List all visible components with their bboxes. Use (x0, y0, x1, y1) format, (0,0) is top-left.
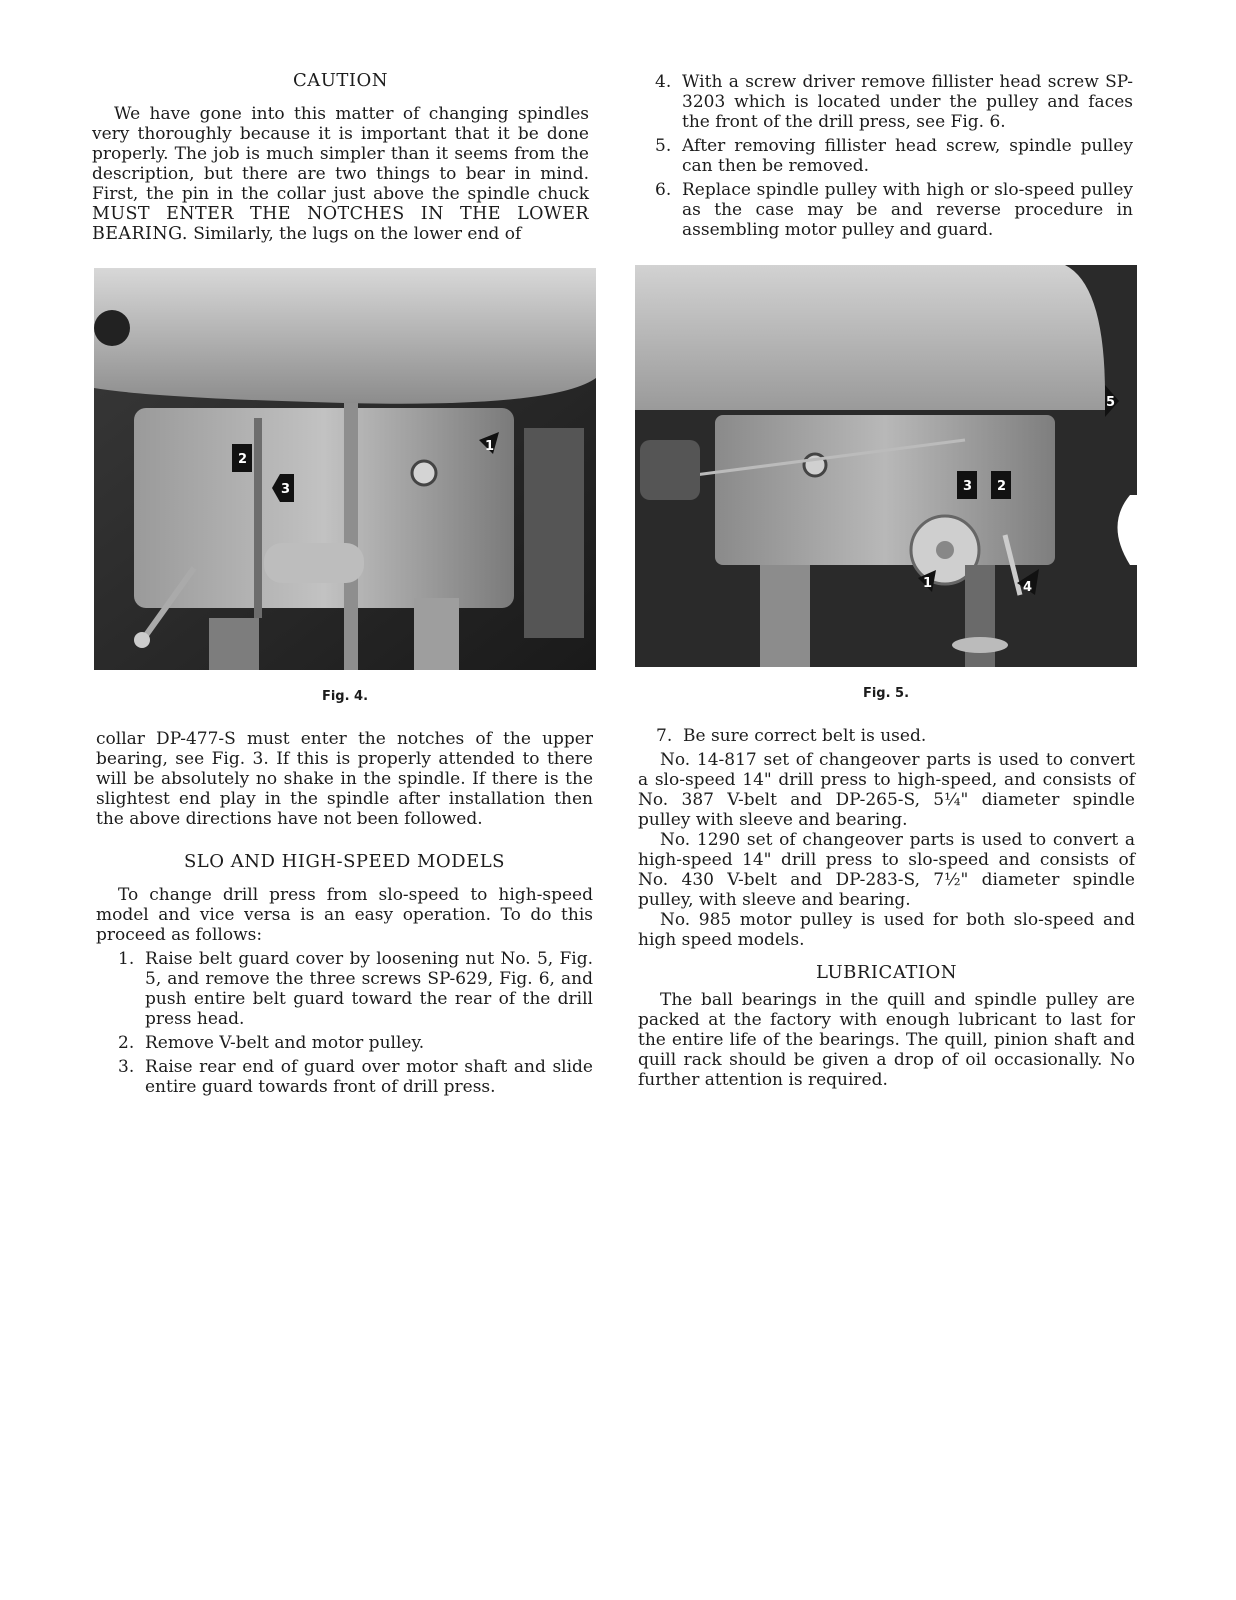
svg-text:1: 1 (485, 439, 495, 454)
step-3: 3. Raise rear end of guard over motor shaft and slide entire guard towards front of drill press. (118, 1057, 593, 1097)
caution-section (92, 70, 589, 244)
steps-list-left (118, 949, 593, 1097)
step-5: 5. After removing fillister head screw, spindle pulley can then be removed. (655, 136, 1133, 176)
steps-list-right (655, 72, 1133, 240)
step-6: 6. Replace spindle pulley with high or slo-speed pulley as the case may be and reverse procedure in assembling motor pulley and guard. (655, 180, 1133, 240)
step-2: 2. Remove V-belt and motor pulley. (118, 1033, 425, 1053)
caution-heading: CAUTION (292, 70, 389, 91)
motor-pulley-985: No. 985 motor pulley is used for both slo-speed and high speed models. (638, 910, 1135, 950)
step-7-list (656, 726, 1135, 746)
step-4: 4. With a screw driver remove fillister head screw SP-3203 which is located under the pulley and faces the front of the drill press, see Fig. 6. (655, 72, 1133, 132)
caution-paragraph (92, 104, 589, 244)
changeover-14817: No. 14-817 set of changeover parts is used to convert a slo-speed 14" drill press to high-speed, and consists of No. 387 V-belt and DP-265-S, 5¼" diameter spindle pulley with sleeve and bearing. (638, 750, 1135, 830)
svg-text:4: 4 (1023, 580, 1033, 595)
models-intro: To change drill press from slo-speed to high-speed model and vice versa is an easy operation. To do this proceed as follows: (96, 885, 593, 945)
fig5-callout-3 (957, 471, 977, 499)
right-lower-section (638, 726, 1135, 1090)
fig4-photo (94, 268, 596, 670)
step-1: 1. Raise belt guard cover by loosening nut No. 5, Fig. 5, and remove the three screws SP-629, Fig. 6, and push entire belt guard toward the rear of the drill press head. (118, 949, 593, 1029)
fig5-callout-2 (991, 471, 1011, 499)
svg-text:2: 2 (238, 452, 248, 467)
models-heading: SLO AND HIGH-SPEED MODELS (183, 851, 506, 872)
steps-4-6 (655, 72, 1133, 244)
svg-text:3: 3 (281, 482, 291, 497)
fig5-caption: Fig. 5. (862, 686, 910, 701)
left-lower-section (96, 729, 593, 1101)
fig4-callout-2 (232, 444, 252, 472)
fig4-illustration (94, 268, 596, 670)
changeover-1290: No. 1290 set of changeover parts is used to convert a high-speed 14" drill press to slo-speed and consists of No. 430 V-belt and DP-283-S, 7½" diameter spindle pulley, with sleeve and bearing. (638, 830, 1135, 910)
svg-text:3: 3 (963, 479, 973, 494)
svg-text:5: 5 (1106, 395, 1116, 410)
caution-emphasis: MUST ENTER THE NOTCHES IN THE LOWER BEARING. (92, 204, 589, 244)
svg-text:2: 2 (997, 479, 1007, 494)
fig4-caption: Fig. 4. (321, 689, 369, 704)
continued-paragraph: collar DP-477-S must enter the notches of the upper bearing, see Fig. 3. If this is properly attended to there will be absolutely no shake in the spindle. If there is the slightest end play in the spindle after installation then the above directions have not been followed. (96, 729, 593, 829)
fig5-photo (635, 265, 1137, 667)
svg-text:1: 1 (923, 576, 933, 591)
step-7: 7. Be sure correct belt is used. (656, 726, 927, 746)
lubrication-heading: LUBRICATION (816, 962, 957, 983)
caution-text: We have gone into this matter of changing spindles very thoroughly because it is important that it be done properly. The job is much simpler than it seems from the description, but there are two things to bear in mind. First, the pin in the collar just above the spindle chuck (92, 104, 589, 204)
caution-text-end: Similarly, the lugs on the lower end of (193, 224, 522, 244)
lubrication-paragraph: The ball bearings in the quill and spindle pulley are packed at the factory with enough lubricant to last for the entire life of the bearings. The quill, pinion shaft and quill rack should be given a drop of oil occasionally. No further attention is required. (638, 990, 1135, 1090)
fig5-illustration (635, 265, 1137, 667)
